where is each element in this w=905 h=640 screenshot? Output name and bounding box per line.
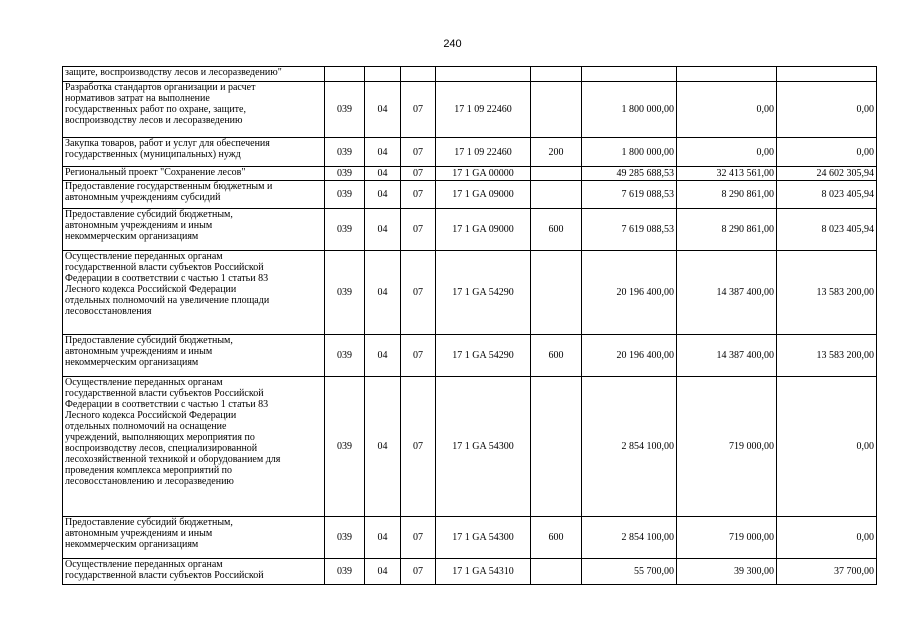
row-name: Предоставление субсидий бюджетным, автономным учреждениям и иным некоммерческим организациям — [63, 209, 325, 251]
cell-expense-type: 600 — [531, 517, 582, 559]
cell-sum-year-1: 2 854 100,00 — [582, 377, 677, 517]
cell-subsection: 07 — [401, 181, 436, 209]
cell-sum-year-1: 20 196 400,00 — [582, 251, 677, 335]
row-name: Предоставление субсидий бюджетным, автономным учреждениям и иным некоммерческим организациям — [63, 335, 325, 377]
row-name: Предоставление субсидий бюджетным, автономным учреждениям и иным некоммерческим организациям — [63, 517, 325, 559]
row-name: Осуществление переданных органам государственной власти субъектов Российской — [63, 559, 325, 585]
cell-subsection: 07 — [401, 82, 436, 138]
row-name: защите, воспроизводству лесов и лесоразведению" — [63, 67, 325, 82]
row-name: Разработка стандартов организации и расчет нормативов затрат на выполнение государственных работ по охране, защите, воспроизводству лесов и лесоразведению — [63, 82, 325, 138]
cell-sum-year-2: 8 290 861,00 — [677, 209, 777, 251]
budget-table — [62, 66, 877, 585]
cell-sum-year-3: 0,00 — [777, 138, 877, 167]
cell-expense-type — [531, 67, 582, 82]
cell-ministry-code: 039 — [325, 335, 365, 377]
cell-sum-year-3: 37 700,00 — [777, 559, 877, 585]
page-number: 240 — [443, 38, 462, 50]
cell-subsection: 07 — [401, 209, 436, 251]
cell-target-article: 17 1 GA 54290 — [436, 335, 531, 377]
cell-sum-year-1: 1 800 000,00 — [582, 138, 677, 167]
table-row — [63, 377, 877, 517]
cell-target-article: 17 1 09 22460 — [436, 82, 531, 138]
cell-subsection: 07 — [401, 559, 436, 585]
cell-section: 04 — [365, 181, 401, 209]
cell-expense-type: 600 — [531, 209, 582, 251]
cell-sum-year-1: 49 285 688,53 — [582, 167, 677, 181]
cell-section: 04 — [365, 377, 401, 517]
cell-subsection: 07 — [401, 377, 436, 517]
cell-sum-year-1: 20 196 400,00 — [582, 335, 677, 377]
cell-sum-year-2: 32 413 561,00 — [677, 167, 777, 181]
table-row — [63, 251, 877, 335]
cell-sum-year-2: 14 387 400,00 — [677, 335, 777, 377]
row-name: Осуществление переданных органам государственной власти субъектов Российской Федерации в соответствии с частью 1 статьи 83 Лесного кодекса Российской Федерации отдельных полномочий на увеличение площади лесовосстановления — [63, 251, 325, 335]
cell-sum-year-1: 2 854 100,00 — [582, 517, 677, 559]
cell-section: 04 — [365, 138, 401, 167]
cell-sum-year-3: 8 023 405,94 — [777, 209, 877, 251]
cell-target-article: 17 1 09 22460 — [436, 138, 531, 167]
cell-expense-type — [531, 377, 582, 517]
cell-sum-year-2: 0,00 — [677, 82, 777, 138]
row-name: Региональный проект "Сохранение лесов" — [63, 167, 325, 181]
cell-section: 04 — [365, 335, 401, 377]
cell-section: 04 — [365, 82, 401, 138]
cell-sum-year-2: 39 300,00 — [677, 559, 777, 585]
cell-subsection: 07 — [401, 167, 436, 181]
cell-sum-year-2: 719 000,00 — [677, 517, 777, 559]
cell-sum-year-1 — [582, 67, 677, 82]
cell-sum-year-3: 0,00 — [777, 377, 877, 517]
cell-expense-type — [531, 559, 582, 585]
cell-expense-type: 200 — [531, 138, 582, 167]
cell-subsection: 07 — [401, 251, 436, 335]
cell-sum-year-3: 0,00 — [777, 517, 877, 559]
cell-ministry-code: 039 — [325, 167, 365, 181]
cell-target-article — [436, 67, 531, 82]
cell-ministry-code: 039 — [325, 181, 365, 209]
table-row — [63, 209, 877, 251]
cell-subsection: 07 — [401, 138, 436, 167]
cell-sum-year-1: 55 700,00 — [582, 559, 677, 585]
row-name: Осуществление переданных органам государственной власти субъектов Российской Федерации в соответствии с частью 1 статьи 83 Лесного кодекса Российской Федерации отдельных полномочий на оснащение учреждений, выполняющих мероприятия по воспроизводству лесов, специализированной лесохозяйственной техникой и оборудованием для проведения комплекса мероприятий по лесовосстановлению и лесоразведению — [63, 377, 325, 517]
cell-section — [365, 67, 401, 82]
cell-sum-year-2: 0,00 — [677, 138, 777, 167]
cell-expense-type — [531, 82, 582, 138]
cell-sum-year-3: 8 023 405,94 — [777, 181, 877, 209]
table-row — [63, 138, 877, 167]
cell-target-article: 17 1 GA 09000 — [436, 181, 531, 209]
cell-sum-year-1: 1 800 000,00 — [582, 82, 677, 138]
cell-ministry-code: 039 — [325, 559, 365, 585]
cell-sum-year-1: 7 619 088,53 — [582, 209, 677, 251]
cell-sum-year-1: 7 619 088,53 — [582, 181, 677, 209]
cell-section: 04 — [365, 559, 401, 585]
row-name: Закупка товаров, работ и услуг для обеспечения государственных (муниципальных) нужд — [63, 138, 325, 167]
cell-subsection: 07 — [401, 517, 436, 559]
cell-section: 04 — [365, 167, 401, 181]
cell-section: 04 — [365, 209, 401, 251]
cell-target-article: 17 1 GA 54290 — [436, 251, 531, 335]
cell-sum-year-3: 13 583 200,00 — [777, 251, 877, 335]
cell-subsection: 07 — [401, 335, 436, 377]
cell-ministry-code: 039 — [325, 138, 365, 167]
cell-expense-type: 600 — [531, 335, 582, 377]
cell-target-article: 17 1 GA 00000 — [436, 167, 531, 181]
cell-sum-year-3: 0,00 — [777, 82, 877, 138]
table-row — [63, 82, 877, 138]
cell-ministry-code: 039 — [325, 377, 365, 517]
cell-expense-type — [531, 167, 582, 181]
cell-section: 04 — [365, 251, 401, 335]
cell-expense-type — [531, 181, 582, 209]
cell-subsection — [401, 67, 436, 82]
table-row — [63, 517, 877, 559]
cell-ministry-code: 039 — [325, 251, 365, 335]
cell-target-article: 17 1 GA 09000 — [436, 209, 531, 251]
row-name: Предоставление государственным бюджетным и автономным учреждениям субсидий — [63, 181, 325, 209]
cell-target-article: 17 1 GA 54300 — [436, 377, 531, 517]
cell-ministry-code — [325, 67, 365, 82]
cell-sum-year-3 — [777, 67, 877, 82]
cell-sum-year-3: 13 583 200,00 — [777, 335, 877, 377]
table-row — [63, 335, 877, 377]
cell-sum-year-2: 8 290 861,00 — [677, 181, 777, 209]
cell-sum-year-2: 14 387 400,00 — [677, 251, 777, 335]
table-row — [63, 67, 877, 82]
table-row — [63, 167, 877, 181]
table-row — [63, 181, 877, 209]
cell-sum-year-2 — [677, 67, 777, 82]
table-row — [63, 559, 877, 585]
cell-ministry-code: 039 — [325, 82, 365, 138]
cell-target-article: 17 1 GA 54300 — [436, 517, 531, 559]
cell-ministry-code: 039 — [325, 209, 365, 251]
cell-sum-year-2: 719 000,00 — [677, 377, 777, 517]
cell-sum-year-3: 24 602 305,94 — [777, 167, 877, 181]
cell-ministry-code: 039 — [325, 517, 365, 559]
cell-target-article: 17 1 GA 54310 — [436, 559, 531, 585]
cell-expense-type — [531, 251, 582, 335]
cell-section: 04 — [365, 517, 401, 559]
